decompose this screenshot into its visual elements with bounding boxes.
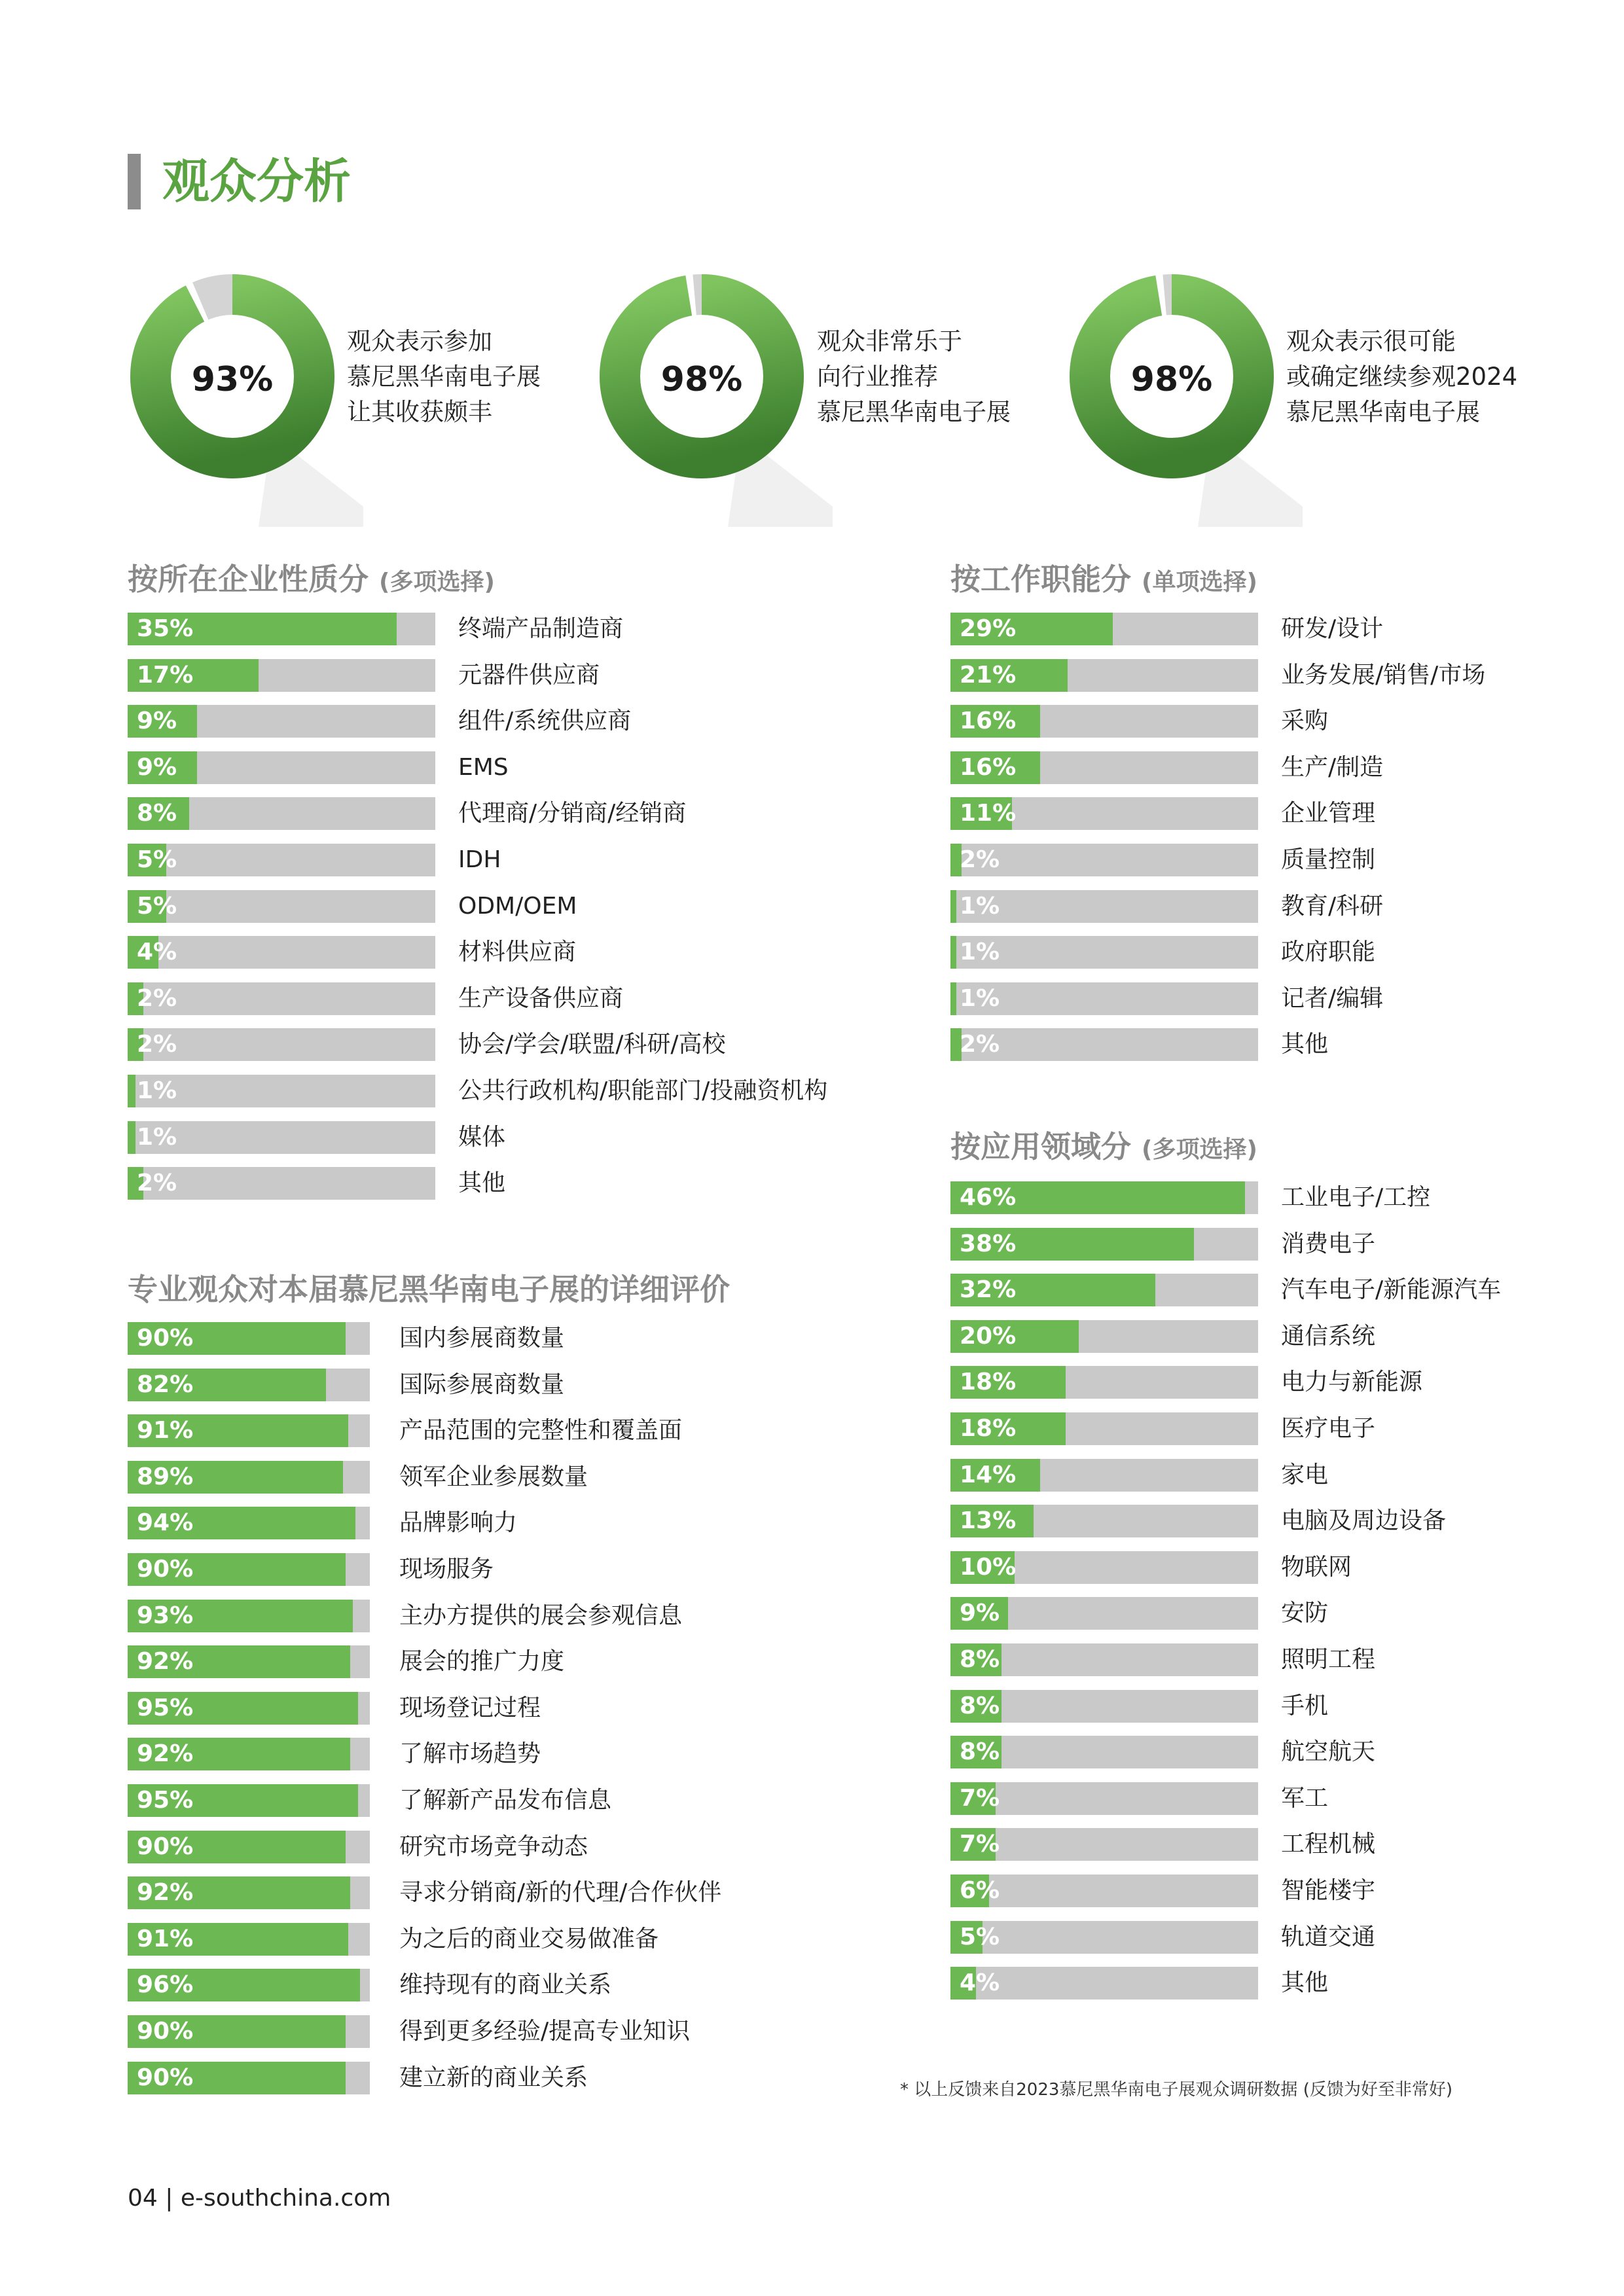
bar-category-label: 研发/设计 bbox=[1281, 615, 1384, 642]
bar-value-label: 18% bbox=[960, 1415, 1017, 1442]
bar-value-label: 8% bbox=[137, 800, 177, 827]
bar-category-label: 采购 bbox=[1281, 708, 1329, 735]
bar-value-label: 9% bbox=[137, 753, 177, 781]
bar-row bbox=[128, 1784, 988, 1817]
bar-category-label: 政府职能 bbox=[1281, 939, 1376, 966]
bar-category-label: 军工 bbox=[1281, 1784, 1329, 1812]
bar-category-label: 智能楼宇 bbox=[1281, 1877, 1376, 1904]
bar-row bbox=[128, 1369, 988, 1401]
bar-row bbox=[128, 936, 1047, 969]
bar-value-label: 2% bbox=[960, 1031, 1000, 1058]
bar-value-label: 90% bbox=[137, 1325, 194, 1352]
section-title-note: (多项选择) bbox=[379, 569, 495, 596]
bar-value-label: 5% bbox=[137, 846, 177, 873]
bar-row bbox=[950, 705, 1624, 738]
bar-value-label: 29% bbox=[960, 615, 1017, 642]
bar-track bbox=[950, 1643, 1258, 1676]
bar-row bbox=[128, 1876, 988, 1909]
bar-row bbox=[950, 1459, 1624, 1492]
bar-value-label: 2% bbox=[137, 1031, 177, 1058]
bar-row bbox=[950, 751, 1624, 784]
bar-value-label: 95% bbox=[137, 1694, 194, 1721]
caption-line: 或确定继续参观2024 bbox=[1286, 363, 1518, 391]
bar-row bbox=[128, 659, 1047, 692]
bar-track bbox=[950, 1274, 1258, 1306]
bar-track bbox=[950, 1459, 1258, 1492]
bar-value-label: 38% bbox=[960, 1230, 1017, 1257]
bar-value-label: 90% bbox=[137, 1833, 194, 1860]
bar-track bbox=[128, 797, 435, 830]
section-title-note: (多项选择) bbox=[1142, 1136, 1257, 1163]
bar-category-label: 通信系统 bbox=[1281, 1322, 1376, 1350]
section-title-company-type bbox=[128, 560, 495, 602]
bar-fill bbox=[950, 936, 956, 969]
bar-track bbox=[128, 1600, 370, 1632]
bar-track bbox=[128, 936, 435, 969]
section-title-text: 按所在企业性质分 bbox=[128, 562, 369, 597]
bar-track bbox=[950, 1921, 1258, 1954]
bar-track bbox=[128, 2062, 370, 2094]
bar-track bbox=[128, 2015, 370, 2048]
bar-value-label: 14% bbox=[960, 1461, 1017, 1488]
bar-value-label: 92% bbox=[137, 1740, 194, 1768]
bar-category-label: 研究市场竞争动态 bbox=[399, 1833, 588, 1860]
section-title-text: 按应用领域分 bbox=[950, 1129, 1131, 1164]
bar-category-label: 维持现有的商业关系 bbox=[399, 1971, 612, 1999]
bar-category-label: 现场服务 bbox=[399, 1556, 494, 1583]
bar-track bbox=[950, 1028, 1258, 1061]
caption-line: 观众表示参加 bbox=[347, 327, 492, 355]
bar-category-label: 教育/科研 bbox=[1281, 892, 1384, 920]
bar-row bbox=[128, 1507, 988, 1539]
bar-row bbox=[128, 751, 1047, 784]
bar-track bbox=[128, 1645, 370, 1678]
bar-value-label: 90% bbox=[137, 2018, 194, 2045]
bar-category-label: 终端产品制造商 bbox=[458, 615, 624, 642]
bar-value-label: 13% bbox=[960, 1507, 1017, 1535]
bar-category-label: 现场登记过程 bbox=[399, 1694, 541, 1721]
bar-category-label: 领军企业参展数量 bbox=[399, 1463, 588, 1490]
bar-category-label: 主办方提供的展会参观信息 bbox=[399, 1602, 683, 1629]
bar-row bbox=[950, 1274, 1624, 1306]
section-title-job-function bbox=[950, 560, 1257, 602]
bar-value-label: 1% bbox=[960, 984, 1000, 1012]
bar-category-label: 协会/学会/联盟/科研/高校 bbox=[458, 1031, 726, 1058]
donut-caption bbox=[347, 324, 541, 430]
bar-track bbox=[950, 1366, 1258, 1399]
bar-category-label: 其他 bbox=[1281, 1969, 1329, 1997]
bar-row bbox=[950, 1028, 1624, 1061]
bar-track bbox=[950, 1320, 1258, 1353]
bar-value-label: 94% bbox=[137, 1509, 194, 1537]
bar-track bbox=[128, 844, 435, 876]
donut-chart-exhibit-gain bbox=[128, 268, 363, 530]
bar-value-label: 16% bbox=[960, 753, 1017, 781]
bar-row bbox=[128, 705, 1047, 738]
bar-value-label: 2% bbox=[137, 984, 177, 1012]
bar-value-label: 9% bbox=[960, 1600, 1000, 1627]
bar-row bbox=[950, 890, 1624, 923]
bar-category-label: 品牌影响力 bbox=[399, 1509, 518, 1537]
bar-row bbox=[950, 982, 1624, 1015]
bar-value-label: 18% bbox=[960, 1369, 1017, 1396]
bar-row bbox=[950, 1874, 1624, 1907]
page-title: 观众分析 bbox=[162, 154, 352, 209]
bar-value-label: 1% bbox=[960, 939, 1000, 966]
bar-category-label: 家电 bbox=[1281, 1461, 1329, 1488]
donut-chart-recommend bbox=[597, 268, 833, 530]
bar-category-label: 业务发展/销售/市场 bbox=[1281, 661, 1486, 689]
bar-track bbox=[128, 1322, 370, 1355]
bar-track bbox=[128, 1923, 370, 1956]
bar-track bbox=[128, 613, 435, 645]
bar-category-label: 材料供应商 bbox=[458, 939, 577, 966]
section-title-note: (单项选择) bbox=[1142, 569, 1257, 596]
bar-category-label: 生产/制造 bbox=[1281, 753, 1384, 781]
bar-value-label: 5% bbox=[137, 892, 177, 920]
bar-row bbox=[950, 797, 1624, 830]
bar-track bbox=[128, 1553, 370, 1586]
bar-track bbox=[950, 1412, 1258, 1445]
bar-value-label: 11% bbox=[960, 800, 1017, 827]
bar-category-label: EMS bbox=[458, 753, 509, 781]
bar-category-label: 工业电子/工控 bbox=[1281, 1184, 1431, 1211]
bar-row bbox=[950, 1412, 1624, 1445]
bar-category-label: 展会的推广力度 bbox=[399, 1648, 565, 1676]
bar-track bbox=[950, 1597, 1258, 1630]
bar-track bbox=[950, 936, 1258, 969]
bar-category-label: 航空航天 bbox=[1281, 1738, 1376, 1766]
bar-track bbox=[950, 1736, 1258, 1768]
bar-fill bbox=[128, 1075, 135, 1107]
bar-category-label: 组件/系统供应商 bbox=[458, 708, 632, 735]
bar-value-label: 5% bbox=[960, 1923, 1000, 1950]
bar-value-label: 21% bbox=[960, 661, 1017, 689]
bar-value-label: 9% bbox=[137, 708, 177, 735]
bar-row bbox=[128, 1969, 988, 2001]
bar-row bbox=[950, 1828, 1624, 1861]
bar-row bbox=[950, 1228, 1624, 1261]
bar-row bbox=[128, 797, 1047, 830]
bar-track bbox=[950, 659, 1258, 692]
bar-value-label: 91% bbox=[137, 1417, 194, 1444]
bar-category-label: 安防 bbox=[1281, 1600, 1329, 1627]
bar-category-label: 手机 bbox=[1281, 1692, 1329, 1719]
bar-value-label: 95% bbox=[137, 1787, 194, 1814]
page-footer: 04 | e-southchina.com bbox=[128, 2185, 391, 2212]
bar-category-label: 生产设备供应商 bbox=[458, 984, 624, 1012]
bar-value-label: 8% bbox=[960, 1692, 1000, 1719]
bar-row bbox=[128, 613, 1047, 645]
bar-category-label: 轨道交通 bbox=[1281, 1923, 1376, 1950]
bar-row bbox=[950, 659, 1624, 692]
bar-category-label: 汽车电子/新能源汽车 bbox=[1281, 1276, 1502, 1304]
bar-row bbox=[128, 1028, 1047, 1061]
bar-category-label: 媒体 bbox=[458, 1123, 506, 1151]
caption-line: 慕尼黑华南电子展 bbox=[1286, 398, 1480, 426]
bar-value-label: 92% bbox=[137, 1648, 194, 1676]
donut-percent: 98% bbox=[660, 360, 743, 399]
caption-line: 慕尼黑华南电子展 bbox=[817, 398, 1011, 426]
bar-category-label: 得到更多经验/提高专业知识 bbox=[399, 2018, 691, 2045]
donut-caption bbox=[817, 324, 1011, 430]
bar-track bbox=[128, 1507, 370, 1539]
bar-row bbox=[128, 1075, 1047, 1107]
bar-track bbox=[950, 1874, 1258, 1907]
bar-track bbox=[128, 1461, 370, 1494]
bar-fill bbox=[950, 890, 956, 923]
bar-category-label: IDH bbox=[458, 846, 501, 873]
bar-track bbox=[950, 1690, 1258, 1723]
bar-value-label: 93% bbox=[137, 1602, 194, 1629]
bar-value-label: 35% bbox=[137, 615, 194, 642]
bar-category-label: 企业管理 bbox=[1281, 800, 1376, 827]
bar-value-label: 7% bbox=[960, 1784, 1000, 1812]
bar-category-label: 其他 bbox=[458, 1170, 506, 1197]
bar-row bbox=[128, 2062, 988, 2094]
bar-value-label: 1% bbox=[137, 1077, 177, 1104]
bar-row bbox=[128, 844, 1047, 876]
donut-percent: 98% bbox=[1130, 360, 1213, 399]
bar-value-label: 91% bbox=[137, 1925, 194, 1952]
bar-category-label: 公共行政机构/职能部门/投融资机构 bbox=[458, 1077, 828, 1104]
bar-value-label: 7% bbox=[960, 1831, 1000, 1858]
bar-category-label: 其他 bbox=[1281, 1031, 1329, 1058]
caption-line: 向行业推荐 bbox=[817, 363, 938, 391]
bar-track bbox=[128, 890, 435, 923]
caption-line: 观众非常乐于 bbox=[817, 327, 962, 355]
bar-track bbox=[128, 751, 435, 784]
bar-value-label: 46% bbox=[960, 1184, 1017, 1211]
bar-value-label: 90% bbox=[137, 1556, 194, 1583]
bar-track bbox=[950, 613, 1258, 645]
bar-fill bbox=[128, 1121, 135, 1154]
bar-fill bbox=[950, 982, 956, 1015]
bar-value-label: 92% bbox=[137, 1879, 194, 1907]
bar-category-label: 电力与新能源 bbox=[1281, 1369, 1423, 1396]
bar-row bbox=[128, 1322, 988, 1355]
bar-track bbox=[128, 1414, 370, 1447]
bar-track bbox=[128, 982, 435, 1015]
caption-line: 观众表示很可能 bbox=[1286, 327, 1456, 355]
bar-category-label: 照明工程 bbox=[1281, 1646, 1376, 1673]
section-title-text: 专业观众对本届慕尼黑华南电子展的详细评价 bbox=[128, 1272, 730, 1307]
donut-chart-revisit bbox=[1067, 268, 1303, 530]
bar-track bbox=[950, 890, 1258, 923]
bar-value-label: 17% bbox=[137, 661, 194, 689]
bar-value-label: 90% bbox=[137, 2064, 194, 2091]
bar-row bbox=[950, 1181, 1624, 1214]
bar-row bbox=[128, 1600, 988, 1632]
bar-row bbox=[128, 1553, 988, 1586]
bar-track bbox=[128, 705, 435, 738]
bar-track bbox=[128, 1738, 370, 1770]
bar-category-label: 工程机械 bbox=[1281, 1831, 1376, 1858]
bar-row bbox=[128, 1167, 1047, 1200]
bar-track bbox=[128, 1167, 435, 1200]
bar-value-label: 8% bbox=[960, 1738, 1000, 1766]
bar-category-label: 元器件供应商 bbox=[458, 661, 600, 689]
bar-track bbox=[128, 1121, 435, 1154]
bar-category-label: 医疗电子 bbox=[1281, 1415, 1376, 1442]
bar-row bbox=[128, 890, 1047, 923]
bar-track bbox=[128, 1784, 370, 1817]
bar-value-label: 1% bbox=[960, 892, 1000, 920]
bar-row bbox=[950, 936, 1624, 969]
bar-value-label: 96% bbox=[137, 1971, 194, 1999]
bar-row bbox=[950, 1320, 1624, 1353]
bar-row bbox=[950, 1597, 1624, 1630]
bar-track bbox=[950, 1228, 1258, 1261]
bar-value-label: 82% bbox=[137, 1371, 194, 1398]
bar-track bbox=[950, 982, 1258, 1015]
bar-row bbox=[128, 1692, 988, 1725]
bar-track bbox=[950, 797, 1258, 830]
bar-value-label: 20% bbox=[960, 1322, 1017, 1350]
bar-category-label: 产品范围的完整性和覆盖面 bbox=[399, 1417, 683, 1444]
bar-track bbox=[950, 1967, 1258, 2000]
bar-category-label: 寻求分销商/新的代理/合作伙伴 bbox=[399, 1879, 722, 1907]
bar-row bbox=[950, 1690, 1624, 1723]
bar-row bbox=[128, 982, 1047, 1015]
bar-row bbox=[128, 1414, 988, 1447]
bar-track bbox=[128, 1369, 370, 1401]
section-title-evaluation bbox=[128, 1270, 730, 1309]
bar-row bbox=[950, 1921, 1624, 1954]
bar-category-label: 了解市场趋势 bbox=[399, 1740, 541, 1768]
bar-category-label: 电脑及周边设备 bbox=[1281, 1507, 1447, 1535]
bar-track bbox=[950, 751, 1258, 784]
bar-row bbox=[950, 1366, 1624, 1399]
bar-row bbox=[128, 1923, 988, 1956]
bar-row bbox=[950, 1551, 1624, 1584]
bar-value-label: 4% bbox=[137, 939, 177, 966]
bar-track bbox=[128, 1028, 435, 1061]
bar-value-label: 4% bbox=[960, 1969, 1000, 1997]
bar-row bbox=[128, 1831, 988, 1863]
bar-track bbox=[950, 1551, 1258, 1584]
bar-track bbox=[128, 1075, 435, 1107]
bar-value-label: 1% bbox=[137, 1123, 177, 1151]
bar-category-label: ODM/OEM bbox=[458, 892, 577, 920]
bar-row bbox=[128, 2015, 988, 2048]
section-title-text: 按工作职能分 bbox=[950, 562, 1131, 597]
bar-category-label: 了解新产品发布信息 bbox=[399, 1787, 612, 1814]
bar-value-label: 16% bbox=[960, 708, 1017, 735]
bar-category-label: 国际参展商数量 bbox=[399, 1371, 565, 1398]
bar-row bbox=[950, 1967, 1624, 2000]
bar-value-label: 8% bbox=[960, 1646, 1000, 1673]
bar-track bbox=[950, 1828, 1258, 1861]
bar-category-label: 消费电子 bbox=[1281, 1230, 1376, 1257]
bar-value-label: 2% bbox=[960, 846, 1000, 873]
bar-row bbox=[128, 1645, 988, 1678]
bar-value-label: 10% bbox=[960, 1553, 1017, 1581]
bar-value-label: 2% bbox=[137, 1170, 177, 1197]
bar-track bbox=[128, 659, 435, 692]
bar-track bbox=[128, 1969, 370, 2001]
bar-track bbox=[950, 844, 1258, 876]
bar-track bbox=[128, 1876, 370, 1909]
bar-track bbox=[128, 1692, 370, 1725]
bar-row bbox=[950, 613, 1624, 645]
bar-track bbox=[128, 1831, 370, 1863]
bar-track bbox=[950, 705, 1258, 738]
bar-row bbox=[128, 1461, 988, 1494]
bar-row bbox=[128, 1121, 1047, 1154]
bar-category-label: 记者/编辑 bbox=[1281, 984, 1384, 1012]
bar-row bbox=[950, 1505, 1624, 1537]
bar-category-label: 国内参展商数量 bbox=[399, 1325, 565, 1352]
bar-category-label: 建立新的商业关系 bbox=[399, 2064, 588, 2091]
bar-row bbox=[950, 1782, 1624, 1815]
donut-percent: 93% bbox=[191, 360, 274, 399]
caption-line: 让其收获颇丰 bbox=[347, 398, 492, 426]
bar-category-label: 物联网 bbox=[1281, 1553, 1352, 1581]
bar-row bbox=[950, 1736, 1624, 1768]
bar-track bbox=[950, 1782, 1258, 1815]
bar-track bbox=[950, 1181, 1258, 1214]
caption-line: 慕尼黑华南电子展 bbox=[347, 363, 541, 391]
bar-row bbox=[128, 1738, 988, 1770]
title-accent-bar bbox=[128, 154, 141, 209]
footnote: * 以上反馈来自2023慕尼黑华南电子展观众调研数据 (反馈为好至非常好) bbox=[900, 2080, 1453, 2100]
bar-row bbox=[950, 1643, 1624, 1676]
bar-value-label: 6% bbox=[960, 1877, 1000, 1904]
bar-value-label: 32% bbox=[960, 1276, 1017, 1304]
bar-value-label: 89% bbox=[137, 1463, 194, 1490]
bar-category-label: 为之后的商业交易做准备 bbox=[399, 1925, 659, 1952]
bar-category-label: 质量控制 bbox=[1281, 846, 1376, 873]
bar-category-label: 代理商/分销商/经销商 bbox=[458, 800, 687, 827]
bar-row bbox=[950, 844, 1624, 876]
donut-caption bbox=[1286, 324, 1517, 430]
bar-track bbox=[950, 1505, 1258, 1537]
